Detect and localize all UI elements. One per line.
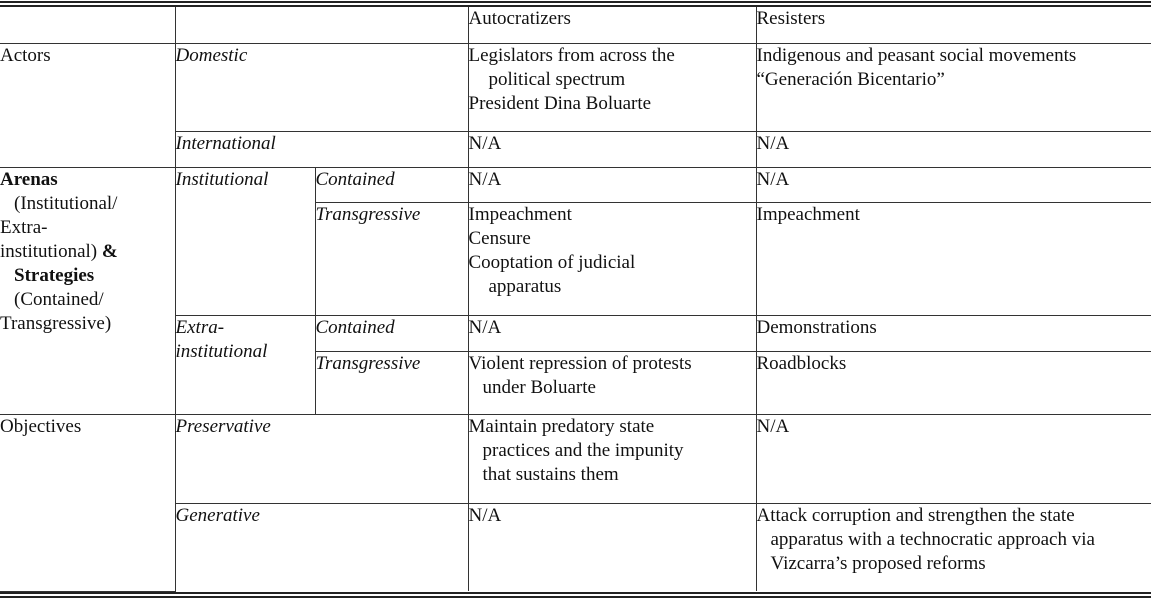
cell-text: “Generación Bicentario”: [756, 68, 945, 90]
cell-text: Maintain predatory state: [468, 415, 655, 437]
extra-label-2: institutional: [175, 340, 268, 362]
strategy-label-transgressive: Transgressive: [315, 202, 468, 315]
cell-text: practices and the impunity: [482, 439, 684, 461]
sub-label-generative: Generative: [175, 503, 468, 591]
top-rule: [0, 1, 1151, 3]
cell-extra-contained-autocratizers: N/A: [468, 315, 756, 351]
header-empty-2: [175, 7, 468, 43]
row-label-arenas-strategies: [0, 167, 175, 414]
framework-table: [0, 7, 1151, 592]
cell-preservative-autocratizers: [468, 414, 756, 503]
header-empty-1: [0, 7, 175, 43]
cell-text: political spectrum: [488, 68, 626, 90]
sub-label-institutional: Institutional: [175, 167, 315, 315]
cell-text: Violent repression of protests: [468, 352, 692, 374]
sub-label-preservative: Preservative: [175, 414, 468, 503]
cell-text: Indigenous and peasant social movements: [756, 44, 1077, 66]
cell-text: Legislators from across the: [468, 44, 675, 66]
cell-international-resisters: N/A: [756, 131, 1151, 167]
cell-text: Censure: [468, 227, 531, 249]
bottom-rule-outer: [0, 596, 1151, 598]
arenas-paren-1: (Institutional/: [14, 192, 118, 214]
cell-inst-transgressive-resisters: Impeachment: [756, 202, 1151, 315]
table-row-actors-domestic: [0, 43, 1151, 131]
sub-label-domestic: Domestic: [175, 43, 468, 131]
cell-text: Impeachment: [468, 203, 572, 225]
arenas-paren-3: institutional): [0, 240, 98, 262]
arenas-paren-4: (Contained/: [14, 288, 104, 310]
row-label-actors: Actors: [0, 43, 175, 167]
strategy-label-transgressive: Transgressive: [315, 351, 468, 414]
cell-inst-contained-autocratizers: N/A: [468, 167, 756, 202]
cell-text: President Dina Boluarte: [468, 92, 652, 114]
arenas-paren-3-line: [0, 240, 175, 264]
cell-text: under Boluarte: [482, 376, 596, 398]
cell-extra-contained-resisters: Demonstrations: [756, 315, 1151, 351]
cell-international-autocratizers: N/A: [468, 131, 756, 167]
sub-label-international: International: [175, 131, 468, 167]
cell-text: apparatus: [488, 275, 562, 297]
cell-text: Vizcarra’s proposed reforms: [770, 552, 986, 574]
strategy-label-contained: Contained: [315, 167, 468, 202]
row-label-objectives: Objectives: [0, 414, 175, 591]
cell-text: Attack corruption and strengthen the state: [756, 504, 1075, 526]
cell-text: apparatus with a technocratic approach via: [770, 528, 1095, 550]
extra-label-1: Extra-: [175, 316, 225, 338]
cell-extra-transgressive-autocratizers: [468, 351, 756, 414]
cell-inst-transgressive-autocratizers: [468, 202, 756, 315]
table-header-row: [0, 7, 1151, 43]
bottom-rule: [0, 592, 1151, 594]
arenas-paren-2: Extra-: [0, 216, 48, 238]
strategies-label: Strategies: [14, 264, 95, 286]
cell-text: Cooptation of judicial: [468, 251, 636, 273]
table-row-objectives-preservative: [0, 414, 1151, 503]
cell-generative-resisters: [756, 503, 1151, 591]
sub-label-extra-institutional: [175, 315, 315, 414]
cell-inst-contained-resisters: N/A: [756, 167, 1151, 202]
cell-domestic-resisters: [756, 43, 1151, 131]
cell-preservative-resisters: N/A: [756, 414, 1151, 503]
cell-generative-autocratizers: N/A: [468, 503, 756, 591]
header-autocratizers: Autocratizers: [468, 7, 756, 43]
cell-text: that sustains them: [482, 463, 619, 485]
cell-domestic-autocratizers: [468, 43, 756, 131]
arenas-paren-5: Transgressive): [0, 312, 112, 334]
header-resisters: Resisters: [756, 7, 1151, 43]
arenas-label: Arenas: [0, 168, 58, 190]
arenas-amp: &: [101, 240, 118, 262]
table-row-institutional-contained: [0, 167, 1151, 202]
cell-extra-transgressive-resisters: Roadblocks: [756, 351, 1151, 414]
strategy-label-contained: Contained: [315, 315, 468, 351]
